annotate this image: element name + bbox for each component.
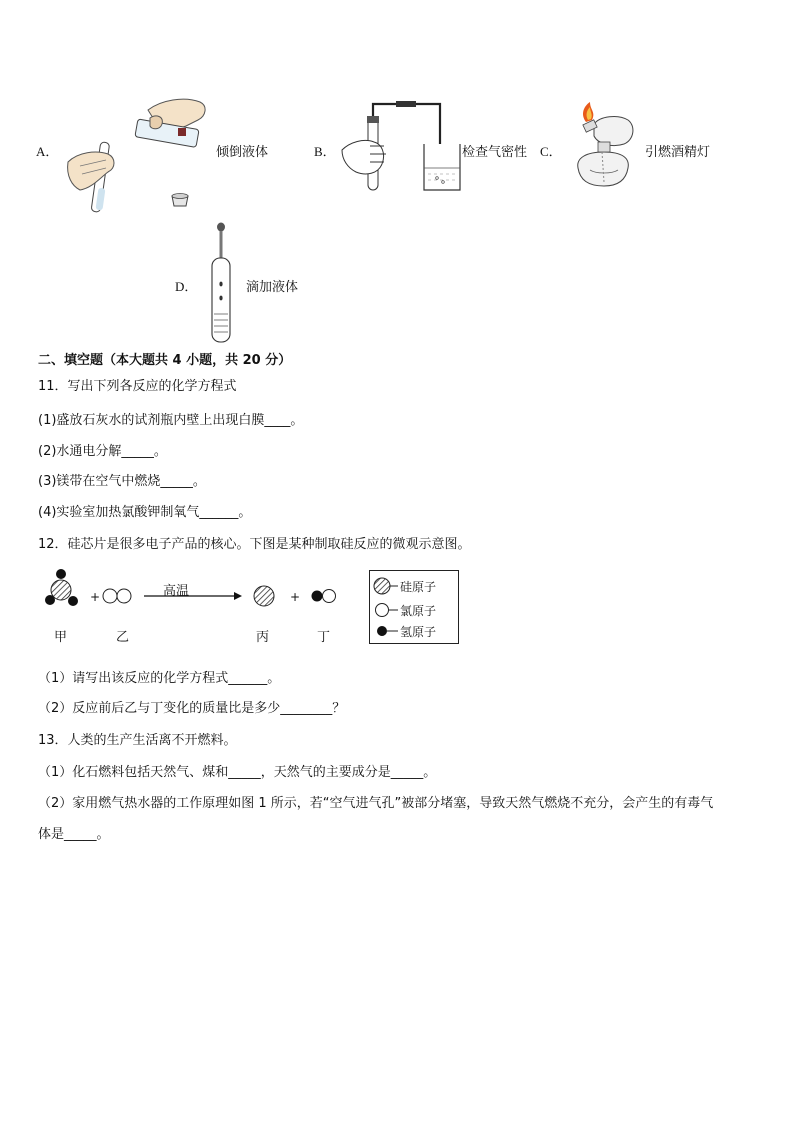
legend-silicon: 硅原子: [400, 580, 437, 594]
q11-item-3: (3)镁带在空气中燃烧_____。: [38, 474, 206, 489]
q11-item-1: (1)盛放石灰水的试剂瓶内壁上出现白膜____。: [38, 413, 304, 428]
pouring-liquid-illustration: [66, 96, 216, 220]
q12-item-2: （2）反应前后乙与丁变化的质量比是多少________？: [38, 701, 346, 716]
dropper-illustration: [208, 222, 234, 346]
label-yi: 乙: [116, 630, 130, 645]
hydrogen-atom-icon: [377, 626, 387, 636]
reaction-diagram: [38, 566, 358, 616]
option-b-letter: B．: [314, 144, 336, 159]
plus-sign-2: +: [290, 590, 301, 604]
alcohol-lamp-illustration: [566, 100, 642, 190]
q13-item-2-continued: 体是_____。: [38, 827, 110, 842]
q12-stem: 12．硅芯片是很多电子产品的核心。下图是某种制取硅反应的微观示意图。: [38, 537, 471, 552]
q13-stem: 13．人类的生产生活离不开燃料。: [38, 733, 237, 748]
legend-chlorine: 氯原子: [400, 604, 437, 618]
option-c-caption: 引燃酒精灯: [645, 145, 711, 160]
option-b-caption: 检查气密性: [462, 145, 528, 160]
plus-sign-1: +: [90, 590, 101, 604]
q11-item-4: (4)实验室加热氯酸钾制氧气______。: [38, 505, 252, 520]
q11-stem: 11．写出下列各反应的化学方程式: [38, 379, 237, 394]
legend-hydrogen: 氢原子: [400, 625, 437, 639]
option-d-caption: 滴加液体: [246, 280, 299, 295]
label-ding: 丁: [317, 630, 331, 645]
q11-item-2: (2)水通电分解_____。: [38, 444, 167, 459]
gas-tightness-check-illustration: [340, 98, 465, 194]
chlorine-atom-icon: [376, 604, 389, 617]
label-jia: 甲: [54, 630, 68, 645]
silicon-atom-icon: [374, 578, 390, 594]
q13-item-1: （1）化石燃料包括天然气、煤和_____，天然气的主要成分是_____。: [38, 765, 437, 780]
option-d-letter: D．: [175, 279, 198, 294]
option-a-caption: 倾倒液体: [216, 145, 269, 160]
atom-legend: [369, 570, 459, 644]
q12-item-1: （1）请写出该反应的化学方程式______。: [38, 671, 281, 686]
option-c-letter: C．: [540, 144, 562, 159]
option-a-letter: A．: [36, 144, 59, 159]
label-bing: 丙: [256, 630, 270, 645]
reaction-condition: 高温: [163, 584, 190, 599]
section-header: 二、填空题（本大题共 4 小题，共 20 分）: [38, 353, 292, 368]
q13-item-2: （2）家用燃气热水器的工作原理如图 1 所示，若“空气进气孔”被部分堵塞，导致天然气燃烧不充分，会产生的有毒气: [38, 796, 714, 811]
